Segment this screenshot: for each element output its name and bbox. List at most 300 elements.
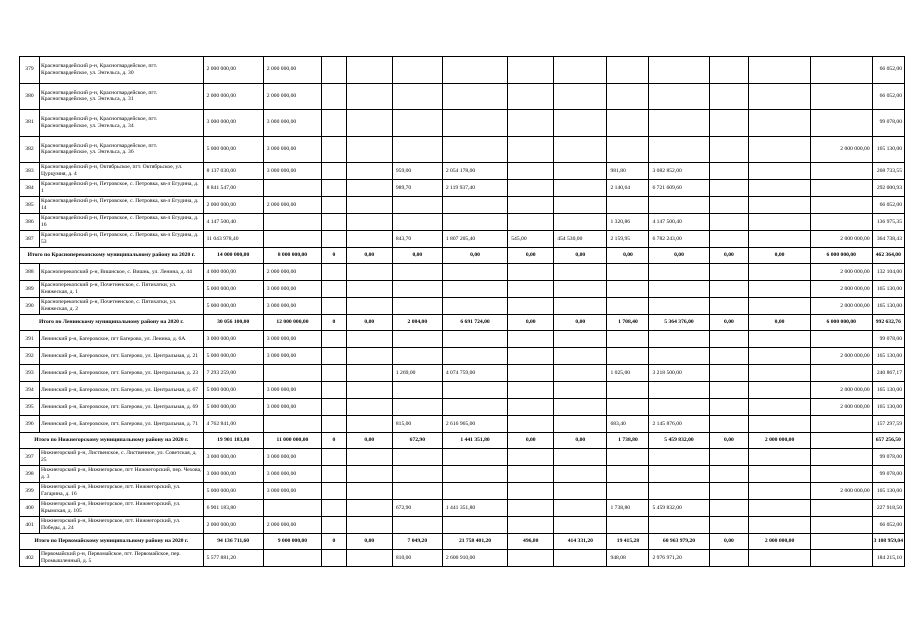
value-cell: 5 000 000,00	[203, 136, 263, 163]
table-row	[20, 550, 905, 567]
value-cell	[649, 264, 709, 281]
value-cell: 0,00	[649, 248, 709, 264]
value-cell	[649, 449, 709, 466]
table-row	[20, 57, 905, 84]
value-cell	[749, 331, 811, 348]
value-cell: 99 078,00	[872, 466, 904, 483]
value-cell	[607, 264, 649, 281]
value-cell	[508, 110, 554, 137]
value-cell: 992 632,76	[872, 315, 904, 331]
value-cell	[554, 57, 607, 84]
value-cell: 165 130,00	[872, 298, 904, 315]
value-cell: 2 000 000,00	[749, 534, 811, 550]
value-cell: 0,00	[346, 248, 392, 264]
value-cell: 165 130,00	[872, 348, 904, 365]
value-cell	[346, 331, 392, 348]
value-cell	[508, 281, 554, 298]
value-cell	[508, 57, 554, 84]
value-cell	[346, 382, 392, 399]
value-cell	[322, 136, 347, 163]
value-cell	[607, 281, 649, 298]
value-cell: 2 000 000,00	[263, 197, 321, 214]
value-cell: 268 733,55	[872, 163, 904, 180]
value-cell	[392, 466, 442, 483]
value-cell: 165 130,00	[872, 382, 904, 399]
value-cell	[607, 399, 649, 416]
value-cell	[749, 163, 811, 180]
value-cell: 672,90	[392, 500, 442, 517]
value-cell: 66 052,00	[872, 197, 904, 214]
value-cell	[607, 197, 649, 214]
table-row	[20, 110, 905, 137]
value-cell	[709, 180, 749, 197]
value-cell: 14 000 000,00	[203, 248, 263, 264]
value-cell: 0,00	[508, 433, 554, 449]
value-cell	[649, 483, 709, 500]
value-cell	[649, 517, 709, 534]
value-cell	[554, 83, 607, 110]
value-cell	[749, 57, 811, 84]
value-cell	[508, 466, 554, 483]
value-cell	[709, 449, 749, 466]
value-cell	[709, 348, 749, 365]
value-cell: 292 000,93	[872, 180, 904, 197]
value-cell: 8 137 030,00	[203, 163, 263, 180]
value-cell: 0,00	[508, 315, 554, 331]
value-cell	[442, 57, 507, 84]
value-cell	[554, 416, 607, 433]
value-cell: 3 000 000,00	[263, 466, 321, 483]
value-cell	[442, 483, 507, 500]
value-cell	[810, 214, 872, 231]
value-cell	[554, 348, 607, 365]
value-cell: 496,80	[508, 534, 554, 550]
value-cell: 3 000 000,00	[263, 483, 321, 500]
value-cell: 2 000 000,00	[203, 83, 263, 110]
value-cell	[709, 331, 749, 348]
value-cell	[709, 416, 749, 433]
value-cell: 6 782 243,00	[649, 231, 709, 248]
value-cell: 2 000 000,00	[203, 197, 263, 214]
row-number: 383	[20, 163, 40, 180]
row-number: 389	[20, 281, 40, 298]
value-cell	[709, 500, 749, 517]
value-cell: 2 084,00	[392, 315, 442, 331]
value-cell: 1 025,00	[607, 365, 649, 382]
table-row	[20, 416, 905, 433]
value-cell: 0,00	[709, 534, 749, 550]
value-cell	[322, 180, 347, 197]
value-cell: 4 147 500,40	[649, 214, 709, 231]
value-cell	[392, 517, 442, 534]
value-cell	[442, 214, 507, 231]
value-cell	[322, 163, 347, 180]
value-cell	[322, 83, 347, 110]
value-cell	[649, 57, 709, 84]
value-cell	[749, 382, 811, 399]
value-cell	[749, 180, 811, 197]
value-cell: 454 530,00	[554, 231, 607, 248]
value-cell	[554, 365, 607, 382]
value-cell: 2 140,64	[607, 180, 649, 197]
value-cell: 240 867,17	[872, 365, 904, 382]
value-cell	[263, 416, 321, 433]
value-cell	[607, 382, 649, 399]
table-row	[20, 331, 905, 348]
value-cell	[508, 483, 554, 500]
address-cell: Красногвардейский р-н, Петровское, с. Петровка, кв-л Егудина, д. 14	[39, 197, 203, 214]
value-cell: 60 963 979,20	[649, 534, 709, 550]
value-cell	[508, 298, 554, 315]
address-cell: Нижнегорский р-н, Нижнегорское, пгт Нижнегорский, пер. Чехова, д. 3	[39, 466, 203, 483]
value-cell	[749, 231, 811, 248]
value-cell: 99 078,00	[872, 331, 904, 348]
table-row	[20, 466, 905, 483]
value-cell	[346, 264, 392, 281]
value-cell: 21 758 401,20	[442, 534, 507, 550]
address-cell: Нижнегорский р-н, Нижнегорское, пгт. Нижнегорский, ул. Крымская, д. 105	[39, 500, 203, 517]
value-cell: 683,40	[607, 416, 649, 433]
address-cell: Красногвардейский р-н, Петровское, с. Петровка, кв-л Егудина, д. 16	[39, 214, 203, 231]
value-cell	[749, 264, 811, 281]
address-cell: Красноперекопский р-н, Почетненское, с. Пятихатки, ул. Княжеская, д. 2	[39, 298, 203, 315]
value-cell	[810, 365, 872, 382]
value-cell: 3 000 000,00	[263, 348, 321, 365]
row-number: 387	[20, 231, 40, 248]
value-cell: 5 000 000,00	[203, 281, 263, 298]
total-row	[20, 248, 905, 264]
total-row	[20, 315, 905, 331]
value-cell	[392, 449, 442, 466]
total-row	[20, 433, 905, 449]
address-cell: Нижнегорский р-н, Нижнегорское, пгт. Нижнегорский, ул. Победы, д. 24	[39, 517, 203, 534]
value-cell: 0,00	[392, 248, 442, 264]
value-cell: 0	[322, 248, 347, 264]
table-row	[20, 136, 905, 163]
address-cell: Красноперекопский р-н, Вишнское, с. Вишнь, ул. Ленина, д. 44	[39, 264, 203, 281]
row-number: 385	[20, 197, 40, 214]
total-label: Итого по Ленинскому муниципальному району на 2020 г.	[20, 315, 204, 331]
value-cell: 2 000 000,00	[810, 399, 872, 416]
value-cell	[442, 348, 507, 365]
row-number: 399	[20, 483, 40, 500]
value-cell: 2 000 000,00	[203, 57, 263, 84]
value-cell	[346, 57, 392, 84]
value-cell: 66 052,00	[872, 517, 904, 534]
value-cell	[322, 57, 347, 84]
value-cell: 2 000 000,00	[810, 136, 872, 163]
value-cell: 3 082 852,00	[649, 163, 709, 180]
address-cell: Ленинский р-н, Багеровское, пгт. Багерово, ул. Центральная, д. 23	[39, 365, 203, 382]
value-cell	[322, 483, 347, 500]
value-cell	[554, 264, 607, 281]
value-cell: 2 000 000,00	[810, 231, 872, 248]
row-number: 395	[20, 399, 40, 416]
value-cell: 3 000 000,00	[203, 449, 263, 466]
value-cell: 0,00	[709, 248, 749, 264]
value-cell	[442, 110, 507, 137]
row-number: 396	[20, 416, 40, 433]
value-cell	[263, 180, 321, 197]
address-cell: Ленинский р-н, Багеровское, пгт. Багерово, ул. Центральная, д. 67	[39, 382, 203, 399]
value-cell	[346, 483, 392, 500]
value-cell: 3 000 000,00	[263, 331, 321, 348]
value-cell: 7 293 259,00	[203, 365, 263, 382]
row-number: 388	[20, 264, 40, 281]
address-cell: Красногвардейский р-н, Октябрьское, пгт. Октябрьское, ул. Цурцумия, д. 4	[39, 163, 203, 180]
value-cell	[749, 550, 811, 567]
value-cell	[554, 382, 607, 399]
value-cell: 2 000 000,00	[810, 483, 872, 500]
value-cell: 2 145 876,00	[649, 416, 709, 433]
value-cell	[442, 449, 507, 466]
value-cell: 184 215,10	[872, 550, 904, 567]
row-number: 402	[20, 550, 40, 567]
value-cell	[709, 136, 749, 163]
value-cell	[554, 180, 607, 197]
value-cell: 11 043 978,40	[203, 231, 263, 248]
value-cell	[709, 483, 749, 500]
value-cell: 1 441 351,80	[442, 500, 507, 517]
value-cell: 1 738,80	[607, 500, 649, 517]
value-cell	[554, 214, 607, 231]
address-cell: Красногвардейский р-н, Петровское, с. Петровка, кв-л Егудина, д. 1	[39, 180, 203, 197]
value-cell: 1 441 351,80	[442, 433, 507, 449]
value-cell: 5 000 000,00	[203, 382, 263, 399]
value-cell	[554, 483, 607, 500]
value-cell	[508, 500, 554, 517]
value-cell: 3 218 500,00	[649, 365, 709, 382]
value-cell: 545,00	[508, 231, 554, 248]
value-cell	[508, 399, 554, 416]
value-cell	[346, 500, 392, 517]
value-cell	[749, 483, 811, 500]
budget-table	[19, 56, 905, 567]
value-cell	[442, 298, 507, 315]
value-cell: 0,00	[508, 248, 554, 264]
total-label: Итого по Красноперекопскому муниципальному району на 2020 г.	[20, 248, 204, 264]
value-cell: 2 119 937,40	[442, 180, 507, 197]
value-cell	[810, 449, 872, 466]
value-cell: 5 000 000,00	[203, 298, 263, 315]
value-cell	[749, 83, 811, 110]
value-cell	[607, 110, 649, 137]
value-cell: 5 459 832,00	[649, 433, 709, 449]
value-cell	[346, 399, 392, 416]
value-cell	[810, 83, 872, 110]
value-cell	[322, 449, 347, 466]
value-cell	[649, 83, 709, 110]
value-cell: 6 691 724,00	[442, 315, 507, 331]
address-cell: Ленинский р-н, Багеровское, пгт Багерово, ул. Ленина, д. 6А	[39, 331, 203, 348]
value-cell	[709, 298, 749, 315]
value-cell	[607, 517, 649, 534]
value-cell: 9 000 000,00	[263, 534, 321, 550]
value-cell	[749, 466, 811, 483]
value-cell: 3 000 000,00	[203, 466, 263, 483]
value-cell: 157 297,59	[872, 416, 904, 433]
value-cell: 0	[322, 315, 347, 331]
value-cell: 3 000 000,00	[203, 331, 263, 348]
row-number: 393	[20, 365, 40, 382]
value-cell: 0,00	[554, 433, 607, 449]
value-cell	[508, 416, 554, 433]
value-cell	[442, 83, 507, 110]
value-cell	[346, 466, 392, 483]
value-cell	[442, 382, 507, 399]
value-cell: 6 721 609,60	[649, 180, 709, 197]
value-cell	[607, 136, 649, 163]
value-cell	[263, 550, 321, 567]
value-cell	[749, 110, 811, 137]
value-cell	[709, 83, 749, 110]
table-row	[20, 365, 905, 382]
value-cell	[749, 365, 811, 382]
value-cell: 843,70	[392, 231, 442, 248]
value-cell: 4 762 841,00	[203, 416, 263, 433]
value-cell: 2 000 000,00	[810, 348, 872, 365]
value-cell	[346, 298, 392, 315]
value-cell	[392, 483, 442, 500]
value-cell: 8 000 000,00	[263, 248, 321, 264]
value-cell	[392, 214, 442, 231]
table-row	[20, 281, 905, 298]
value-cell	[554, 281, 607, 298]
value-cell	[749, 197, 811, 214]
value-cell	[508, 365, 554, 382]
value-cell	[322, 214, 347, 231]
address-cell: Красногвардейский р-н, Красногвардейское, пгт. Красногвардейское, ул. Энгельса, д. 34	[39, 110, 203, 137]
address-cell: Ленинский р-н, Багеровское, пгт. Багерово, ул. Центральная, д. 69	[39, 399, 203, 416]
address-cell: Красноперекопский р-н, Почетненское, с. Пятихатки, ул. Княжеская, д. 1	[39, 281, 203, 298]
table-row	[20, 500, 905, 517]
value-cell	[554, 550, 607, 567]
value-cell	[607, 348, 649, 365]
value-cell: 3 108 959,04	[872, 534, 904, 550]
value-cell	[607, 466, 649, 483]
address-cell: Ленинский р-н, Багеровское, пгт. Багерово, ул. Центральная, д. 21	[39, 348, 203, 365]
value-cell: 66 052,00	[872, 57, 904, 84]
value-cell	[508, 449, 554, 466]
value-cell	[508, 180, 554, 197]
value-cell	[749, 500, 811, 517]
value-cell: 0	[322, 534, 347, 550]
value-cell	[392, 298, 442, 315]
table-row	[20, 180, 905, 197]
total-row	[20, 534, 905, 550]
value-cell	[392, 110, 442, 137]
value-cell: 3 000 000,00	[263, 449, 321, 466]
value-cell: 2 000 000,00	[810, 382, 872, 399]
value-cell	[442, 399, 507, 416]
total-label: Итого по Первомайскому муниципальному району на 2020 г.	[20, 534, 204, 550]
value-cell	[810, 517, 872, 534]
value-cell	[508, 517, 554, 534]
row-number: 384	[20, 180, 40, 197]
value-cell	[810, 500, 872, 517]
value-cell	[554, 466, 607, 483]
value-cell	[322, 365, 347, 382]
value-cell: 959,00	[392, 163, 442, 180]
value-cell: 3 000 000,00	[263, 382, 321, 399]
value-cell	[749, 214, 811, 231]
table-row	[20, 382, 905, 399]
value-cell	[263, 500, 321, 517]
value-cell: 0,00	[554, 315, 607, 331]
value-cell: 1 320,86	[607, 214, 649, 231]
value-cell: 3 000 000,00	[263, 110, 321, 137]
value-cell	[554, 331, 607, 348]
value-cell	[649, 136, 709, 163]
value-cell: 0,00	[749, 248, 811, 264]
value-cell	[442, 197, 507, 214]
value-cell	[322, 348, 347, 365]
value-cell: 19 415,28	[607, 534, 649, 550]
value-cell	[346, 416, 392, 433]
value-cell: 3 000 000,00	[263, 399, 321, 416]
value-cell: 2 000 000,00	[810, 264, 872, 281]
value-cell	[810, 433, 872, 449]
address-cell: Красногвардейский р-н, Красногвардейское, пгт. Красногвардейское, ул. Энгельса, д. 30	[39, 57, 203, 84]
value-cell	[554, 197, 607, 214]
value-cell: 4 000 000,00	[203, 264, 263, 281]
value-cell	[709, 197, 749, 214]
value-cell	[554, 517, 607, 534]
value-cell: 6 000 000,00	[810, 315, 872, 331]
value-cell	[322, 197, 347, 214]
value-cell: 0,00	[607, 248, 649, 264]
value-cell	[749, 449, 811, 466]
value-cell	[649, 281, 709, 298]
value-cell	[810, 534, 872, 550]
value-cell	[322, 331, 347, 348]
value-cell	[649, 399, 709, 416]
value-cell	[346, 136, 392, 163]
table-row	[20, 348, 905, 365]
value-cell	[749, 281, 811, 298]
value-cell	[322, 466, 347, 483]
value-cell: 2 600 910,00	[442, 550, 507, 567]
value-cell	[554, 163, 607, 180]
value-cell	[709, 110, 749, 137]
value-cell: 2 000 000,00	[203, 517, 263, 534]
table-row	[20, 214, 905, 231]
value-cell	[749, 517, 811, 534]
address-cell: Красногвардейский р-н, Красногвардейское, пгт. Красногвардейское, ул. Энгельса, д. 36	[39, 136, 203, 163]
value-cell	[649, 348, 709, 365]
value-cell	[508, 197, 554, 214]
value-cell: 165 130,00	[872, 281, 904, 298]
value-cell: 3 000 000,00	[263, 136, 321, 163]
value-cell: 3 000 000,00	[263, 163, 321, 180]
value-cell	[322, 500, 347, 517]
value-cell	[346, 197, 392, 214]
value-cell	[392, 83, 442, 110]
value-cell	[392, 197, 442, 214]
value-cell: 672,90	[392, 433, 442, 449]
value-cell	[392, 348, 442, 365]
value-cell	[508, 348, 554, 365]
value-cell: 136 975,35	[872, 214, 904, 231]
value-cell	[392, 264, 442, 281]
value-cell	[322, 399, 347, 416]
value-cell: 0,00	[554, 248, 607, 264]
value-cell	[346, 110, 392, 137]
row-number: 398	[20, 466, 40, 483]
value-cell: 2 000 000,00	[263, 57, 321, 84]
value-cell	[749, 348, 811, 365]
table-row	[20, 298, 905, 315]
